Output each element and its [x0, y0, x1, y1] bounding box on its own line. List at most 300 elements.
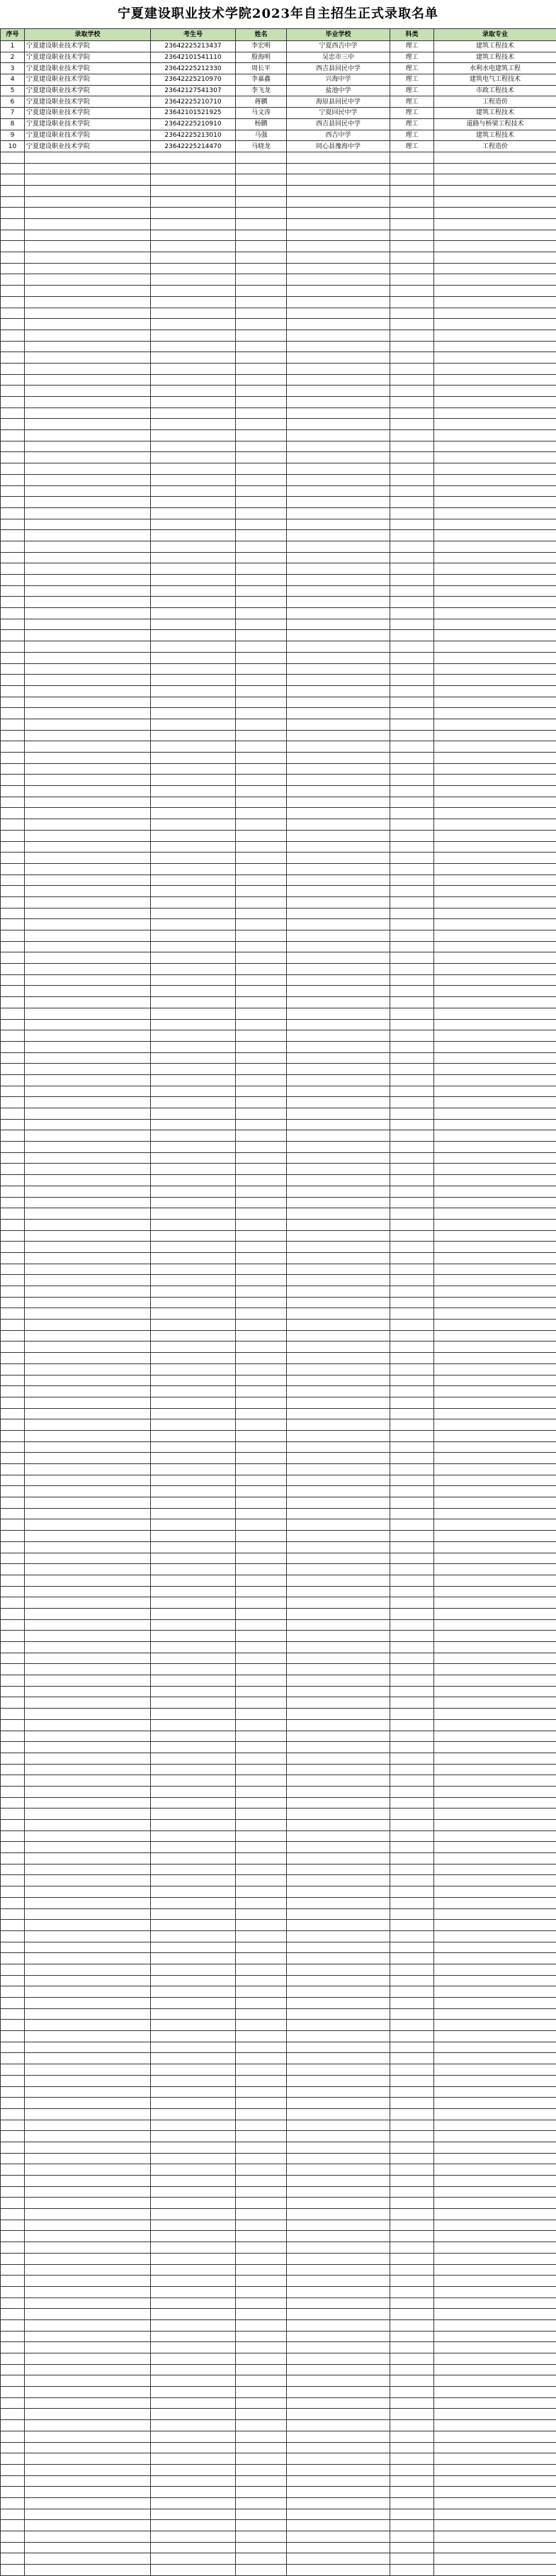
- table-row-unread: [1, 974, 556, 986]
- table-cell: [151, 652, 236, 663]
- table-cell: [1, 1041, 25, 1052]
- table-cell: [25, 263, 151, 274]
- table-cell: [236, 1619, 287, 1631]
- table-row-unread: [1, 341, 556, 352]
- table-cell: [25, 2264, 151, 2276]
- table-cell: [236, 1920, 287, 1931]
- table-cell: [1, 2286, 25, 2297]
- table-cell: [25, 2431, 151, 2442]
- table-cell: [287, 575, 390, 586]
- table-cell: [1, 1920, 25, 1931]
- table-cell: [236, 2309, 287, 2320]
- table-cell: [390, 1197, 434, 1208]
- table-cell: [287, 274, 390, 286]
- table-row-unread: [1, 685, 556, 697]
- table-cell: [434, 1441, 556, 1453]
- table-cell: [236, 1553, 287, 1564]
- table-cell: [434, 1186, 556, 1197]
- table-cell: [25, 641, 151, 653]
- table-cell: [1, 2420, 25, 2431]
- table-cell: [390, 463, 434, 475]
- table-row-unread: [1, 1653, 556, 1664]
- table-cell: [151, 319, 236, 330]
- table-cell: 马强: [236, 130, 287, 141]
- table-cell: [151, 1308, 236, 1320]
- table-row-unread: [1, 1564, 556, 1575]
- table-cell: [236, 2420, 287, 2431]
- table-row-unread: [1, 1664, 556, 1675]
- table-cell: [1, 697, 25, 708]
- table-cell: [25, 1531, 151, 1542]
- table-row-unread: [1, 1275, 556, 1286]
- table-cell: [287, 1363, 390, 1375]
- table-cell: [151, 697, 236, 708]
- table-cell: [151, 463, 236, 475]
- table-cell: [1, 2176, 25, 2187]
- table-row-unread: [1, 219, 556, 230]
- table-cell: [151, 2553, 236, 2565]
- table-cell: [1, 763, 25, 775]
- table-row-unread: [1, 1541, 556, 1553]
- table-cell: [390, 1342, 434, 1353]
- table-cell: [434, 2509, 556, 2520]
- table-cell: [236, 1986, 287, 1998]
- table-cell: [287, 474, 390, 485]
- table-cell: [390, 452, 434, 463]
- table-cell: [151, 863, 236, 874]
- table-cell: [434, 697, 556, 708]
- table-cell: [25, 1242, 151, 1253]
- table-row-unread: [1, 1908, 556, 1920]
- table-cell: [287, 2442, 390, 2453]
- table-cell: [236, 1074, 287, 1086]
- table-cell: [287, 430, 390, 441]
- table-cell: [287, 374, 390, 386]
- table-cell: [390, 1608, 434, 1619]
- table-cell: 杨鹏: [236, 118, 287, 130]
- table-cell: [1, 430, 25, 441]
- table-cell: [390, 2420, 434, 2431]
- table-cell: [25, 2220, 151, 2231]
- table-cell: 理工: [390, 41, 434, 52]
- table-cell: [287, 2464, 390, 2475]
- table-cell: [25, 1386, 151, 1397]
- table-row-unread: [1, 1753, 556, 1764]
- table-cell: [25, 1853, 151, 1864]
- table-cell: [1, 319, 25, 330]
- table-cell: [287, 507, 390, 519]
- table-cell: [25, 2542, 151, 2553]
- table-row-unread: [1, 2253, 556, 2264]
- table-cell: [236, 485, 287, 497]
- table-cell: [1, 1742, 25, 1753]
- table-cell: [390, 2209, 434, 2220]
- table-row-unread: [1, 2186, 556, 2198]
- table-cell: [1, 1152, 25, 1164]
- table-cell: [25, 1097, 151, 1108]
- table-cell: [1, 786, 25, 797]
- table-cell: [390, 619, 434, 630]
- table-cell: [236, 1041, 287, 1052]
- table-cell: [1, 1441, 25, 1453]
- table-row-unread: [1, 419, 556, 430]
- table-cell: [236, 675, 287, 686]
- table-cell: [236, 2142, 287, 2153]
- table-cell: [390, 952, 434, 964]
- table-cell: [287, 419, 390, 430]
- table-cell: [236, 830, 287, 841]
- table-cell: [390, 2008, 434, 2020]
- table-cell: [25, 1920, 151, 1931]
- table-cell: [1, 2031, 25, 2042]
- table-cell: [287, 853, 390, 864]
- table-cell: [236, 1508, 287, 1519]
- table-cell: [1, 1019, 25, 1030]
- table-cell: [434, 1052, 556, 1064]
- table-cell: [287, 174, 390, 186]
- table-row-unread: [1, 1586, 556, 1597]
- table-cell: [236, 563, 287, 575]
- table-cell: [1, 2397, 25, 2409]
- table-row-unread: [1, 497, 556, 508]
- table-cell: [434, 1464, 556, 1475]
- table-cell: [287, 1074, 390, 1086]
- table-row-unread: [1, 819, 556, 831]
- table-row-unread: [1, 274, 556, 286]
- table-cell: [287, 630, 390, 641]
- table-row-unread: [1, 2442, 556, 2453]
- table-row-unread: [1, 697, 556, 708]
- table-row-unread: [1, 753, 556, 764]
- table-cell: [287, 2031, 390, 2042]
- table-row-unread: [1, 1208, 556, 1220]
- table-cell: 10: [1, 141, 25, 152]
- table-cell: [151, 1097, 236, 1108]
- table-cell: [236, 1930, 287, 1942]
- table-cell: [25, 2553, 151, 2565]
- table-cell: [434, 1653, 556, 1664]
- table-row-unread: [1, 1597, 556, 1609]
- table-cell: [25, 2409, 151, 2420]
- table-cell: [236, 1130, 287, 1142]
- table-cell: [151, 241, 236, 252]
- table-cell: [151, 1342, 236, 1353]
- table-row-unread: [1, 1219, 556, 1230]
- table-cell: [151, 2331, 236, 2342]
- table-cell: [1, 308, 25, 319]
- table-cell: [236, 2253, 287, 2264]
- table-cell: [287, 185, 390, 196]
- table-cell: [236, 896, 287, 908]
- table-cell: [434, 1986, 556, 1998]
- table-cell: [1, 2453, 25, 2465]
- table-cell: [287, 886, 390, 897]
- table-row-unread: [1, 1064, 556, 1075]
- table-cell: [1, 2520, 25, 2531]
- table-row-unread: [1, 1575, 556, 1586]
- table-cell: [434, 974, 556, 986]
- table-cell: [236, 1686, 287, 1697]
- table-cell: [236, 1430, 287, 1441]
- table-cell: [25, 753, 151, 764]
- table-cell: [25, 452, 151, 463]
- table-cell: [151, 2487, 236, 2498]
- table-row-unread: [1, 2331, 556, 2342]
- table-cell: [151, 407, 236, 419]
- table-cell: [287, 1119, 390, 1130]
- table-cell: [287, 2475, 390, 2487]
- table-cell: [151, 630, 236, 641]
- table-cell: [25, 2075, 151, 2086]
- table-row-unread: [1, 896, 556, 908]
- table-cell: [434, 808, 556, 819]
- table-cell: [1, 2364, 25, 2375]
- table-cell: [390, 874, 434, 886]
- table-cell: [434, 719, 556, 730]
- table-cell: [25, 441, 151, 452]
- table-cell: [434, 2186, 556, 2198]
- table-cell: [390, 1664, 434, 1675]
- table-cell: [434, 619, 556, 630]
- table-cell: [287, 2209, 390, 2220]
- table-cell: [287, 1086, 390, 1097]
- table-cell: [287, 1175, 390, 1186]
- table-cell: [434, 641, 556, 653]
- table-cell: [25, 2242, 151, 2254]
- table-cell: [287, 919, 390, 930]
- table-cell: [287, 2375, 390, 2387]
- table-row-unread: [1, 2397, 556, 2409]
- table-cell: [236, 430, 287, 441]
- table-cell: [434, 2153, 556, 2164]
- table-row-unread: [1, 1152, 556, 1164]
- table-row-unread: [1, 2464, 556, 2475]
- table-cell: [434, 1074, 556, 1086]
- table-cell: [287, 1775, 390, 1787]
- table-cell: [390, 397, 434, 408]
- table-cell: [25, 552, 151, 563]
- table-cell: [151, 474, 236, 485]
- table-cell: [151, 1086, 236, 1097]
- table-cell: [287, 1408, 390, 1419]
- table-cell: [25, 1064, 151, 1075]
- table-cell: [25, 974, 151, 986]
- table-cell: [434, 2353, 556, 2365]
- table-cell: [287, 786, 390, 797]
- table-cell: [236, 541, 287, 552]
- table-cell: [25, 1430, 151, 1441]
- table-cell: [1, 2309, 25, 2320]
- table-cell: [390, 263, 434, 274]
- table-cell: [236, 196, 287, 208]
- table-cell: [390, 2075, 434, 2086]
- table-cell: [25, 2209, 151, 2220]
- table-cell: [434, 730, 556, 741]
- table-cell: [25, 2286, 151, 2297]
- table-cell: 宁夏回民中学: [287, 108, 390, 119]
- table-cell: [287, 363, 390, 374]
- table-cell: [390, 1453, 434, 1464]
- table-cell: [390, 386, 434, 397]
- table-cell: [390, 2231, 434, 2242]
- table-cell: [1, 1052, 25, 1064]
- table-cell: [390, 708, 434, 719]
- table-cell: [390, 1408, 434, 1419]
- table-row-unread: [1, 1531, 556, 1542]
- table-cell: [1, 208, 25, 219]
- table-row-unread: [1, 363, 556, 374]
- table-row-unread: [1, 1342, 556, 1353]
- table-cell: [287, 2409, 390, 2420]
- table-cell: [236, 1052, 287, 1064]
- table-cell: [236, 886, 287, 897]
- table-cell: [434, 964, 556, 975]
- table-cell: [434, 374, 556, 386]
- table-cell: [25, 1964, 151, 1975]
- table-cell: [434, 1041, 556, 1052]
- table-row-unread: [1, 196, 556, 208]
- table-cell: [1, 2375, 25, 2387]
- table-cell: [390, 1074, 434, 1086]
- table-cell: [287, 608, 390, 619]
- table-cell: [287, 1553, 390, 1564]
- table-cell: [236, 1397, 287, 1408]
- table-cell: [1, 2131, 25, 2142]
- table-row-unread: [1, 1864, 556, 1875]
- table-cell: [151, 1608, 236, 1619]
- table-cell: [151, 286, 236, 297]
- table-cell: [390, 1897, 434, 1908]
- table-cell: [25, 352, 151, 364]
- table-cell: [1, 1642, 25, 1653]
- table-cell: [236, 1497, 287, 1509]
- table-cell: [1, 2331, 25, 2342]
- table-cell: [25, 1208, 151, 1220]
- table-row-unread: [1, 2075, 556, 2086]
- table-cell: [151, 1731, 236, 1742]
- table-cell: [1, 330, 25, 341]
- table-cell: [390, 1353, 434, 1364]
- table-cell: [151, 1430, 236, 1441]
- table-cell: [25, 874, 151, 886]
- table-row-unread: [1, 2209, 556, 2220]
- table-cell: [25, 1942, 151, 1953]
- table-cell: [151, 1686, 236, 1697]
- table-cell: [287, 1286, 390, 1298]
- table-cell: [1, 1564, 25, 1575]
- table-cell: [25, 374, 151, 386]
- table-row: [1, 63, 556, 74]
- table-cell: [151, 1897, 236, 1908]
- table-cell: [1, 1320, 25, 1331]
- table-cell: [390, 2375, 434, 2387]
- table-cell: [434, 1575, 556, 1586]
- table-cell: [236, 1342, 287, 1353]
- table-cell: [434, 1308, 556, 1320]
- table-cell: [434, 2464, 556, 2475]
- table-row-unread: [1, 2531, 556, 2543]
- table-cell: [236, 753, 287, 764]
- table-cell: [390, 2176, 434, 2187]
- table-cell: [287, 2108, 390, 2120]
- table-cell: [1, 2209, 25, 2220]
- table-cell: [434, 763, 556, 775]
- table-cell: [151, 152, 236, 163]
- table-cell: [390, 563, 434, 575]
- table-cell: [1, 2075, 25, 2086]
- table-row: [1, 85, 556, 96]
- table-cell: [390, 919, 434, 930]
- table-row: [1, 141, 556, 152]
- table-cell: [390, 1064, 434, 1075]
- table-cell: [390, 1853, 434, 1864]
- table-cell: [390, 697, 434, 708]
- table-cell: [236, 1575, 287, 1586]
- table-row-unread: [1, 1164, 556, 1175]
- table-cell: [151, 1275, 236, 1286]
- table-cell: [25, 763, 151, 775]
- table-cell: [390, 1564, 434, 1575]
- table-cell: [151, 675, 236, 686]
- table-cell: [434, 2008, 556, 2020]
- table-cell: [151, 2375, 236, 2387]
- table-cell: [287, 2231, 390, 2242]
- table-cell: [390, 1553, 434, 1564]
- table-cell: [151, 986, 236, 997]
- table-row-unread: [1, 252, 556, 264]
- table-cell: [390, 1642, 434, 1653]
- table-cell: [390, 2475, 434, 2487]
- table-cell: [25, 952, 151, 964]
- column-header: 姓名: [236, 29, 287, 41]
- table-cell: [151, 1320, 236, 1331]
- table-cell: [287, 230, 390, 241]
- table-cell: [390, 2264, 434, 2276]
- table-cell: [287, 1608, 390, 1619]
- table-cell: [287, 519, 390, 530]
- table-cell: [1, 1119, 25, 1130]
- table-cell: [390, 1875, 434, 1886]
- table-row-unread: [1, 2176, 556, 2187]
- table-cell: [434, 2387, 556, 2398]
- table-cell: [1, 1330, 25, 1342]
- table-cell: [390, 1375, 434, 1386]
- table-cell: [1, 2008, 25, 2020]
- table-cell: [151, 685, 236, 697]
- table-cell: [236, 1441, 287, 1453]
- table-cell: [236, 1108, 287, 1120]
- table-cell: [1, 1419, 25, 1431]
- table-cell: [434, 930, 556, 942]
- table-cell: [25, 2276, 151, 2287]
- table-cell: [25, 2442, 151, 2453]
- table-cell: [236, 1975, 287, 1986]
- table-cell: [236, 219, 287, 230]
- table-cell: [287, 1419, 390, 1431]
- table-cell: [287, 1564, 390, 1575]
- table-cell: [1, 652, 25, 663]
- table-cell: [390, 1475, 434, 1486]
- table-cell: [434, 830, 556, 841]
- table-cell: [151, 2520, 236, 2531]
- table-cell: [236, 1775, 287, 1787]
- table-cell: [287, 1486, 390, 1497]
- table-cell: [25, 1597, 151, 1609]
- table-cell: [25, 863, 151, 874]
- table-cell: [287, 2453, 390, 2465]
- table-cell: [287, 1642, 390, 1653]
- table-cell: [1, 2276, 25, 2287]
